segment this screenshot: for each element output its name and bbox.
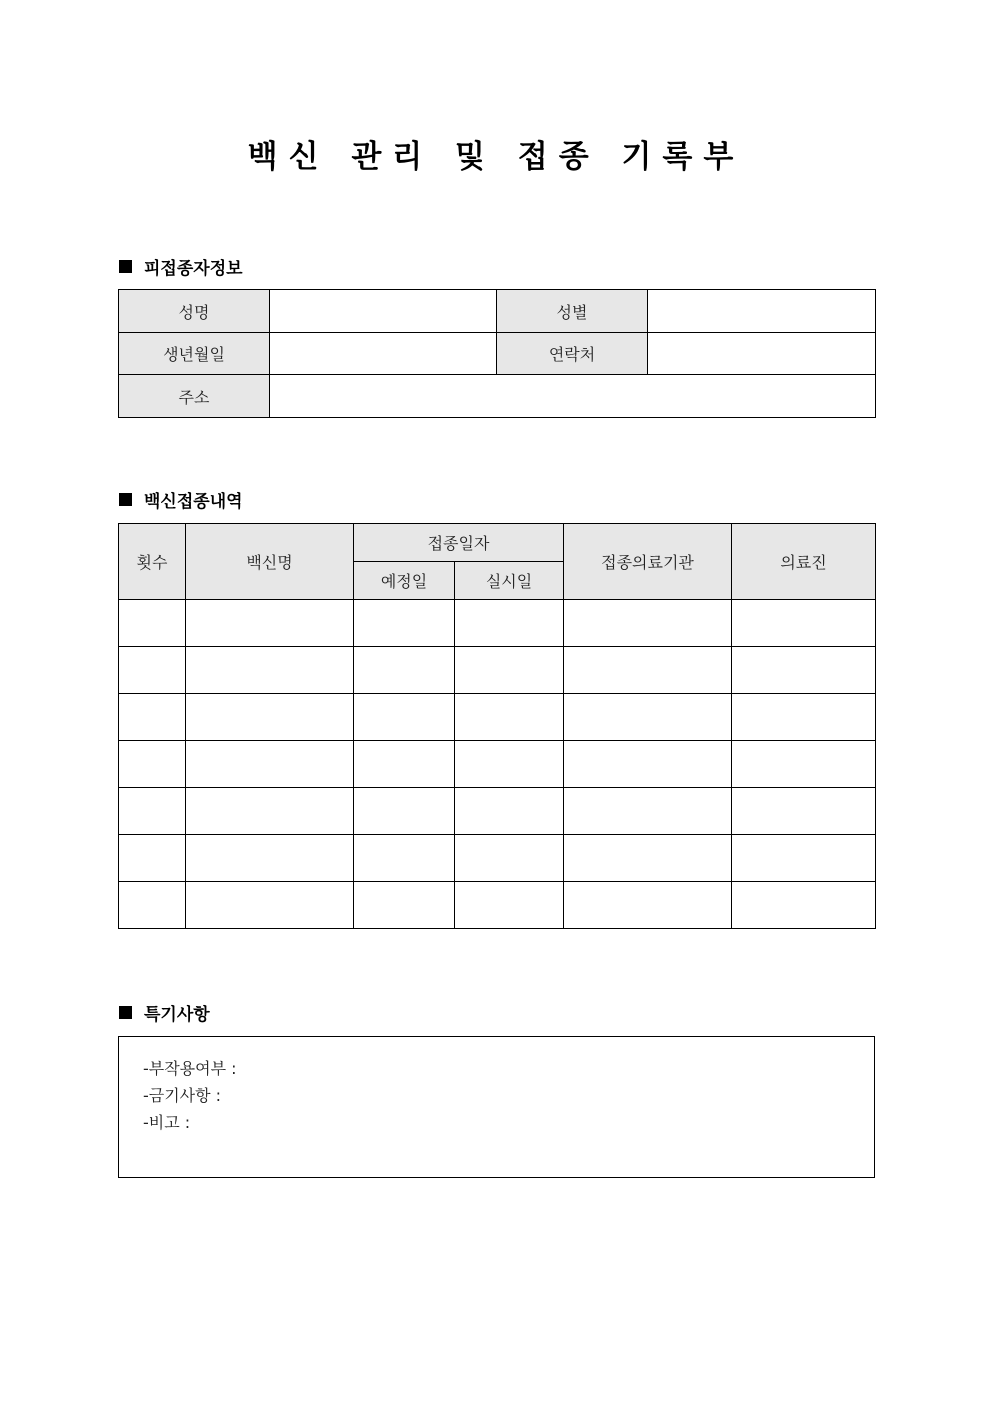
- contact-field[interactable]: [648, 333, 876, 375]
- staff-cell[interactable]: [732, 835, 876, 882]
- vaccine-name-cell[interactable]: [186, 741, 354, 788]
- staff-cell[interactable]: [732, 694, 876, 741]
- actual-date-cell[interactable]: [455, 741, 564, 788]
- square-bullet-icon: [119, 260, 132, 273]
- vaccine-history-table: [118, 523, 876, 929]
- institution-header: 접종의료기관: [564, 524, 732, 600]
- count-header: 횟수: [119, 524, 186, 600]
- count-cell[interactable]: [119, 882, 186, 929]
- birth-label: 생년월일: [119, 333, 270, 375]
- staff-cell[interactable]: [732, 882, 876, 929]
- name-label: 성명: [119, 290, 270, 333]
- vaccine-name-header: 백신명: [186, 524, 354, 600]
- actual-date-cell[interactable]: [455, 882, 564, 929]
- table-row: [119, 882, 876, 929]
- scheduled-date-cell[interactable]: [354, 882, 455, 929]
- notes-line: -비고 :: [143, 1113, 191, 1132]
- side-effects-line: -부작용여부 :: [143, 1059, 237, 1078]
- count-cell[interactable]: [119, 647, 186, 694]
- remarks-section-title: 특기사항: [144, 1005, 210, 1025]
- table-row: [119, 835, 876, 882]
- table-row: [119, 788, 876, 835]
- institution-cell[interactable]: [564, 694, 732, 741]
- vaccine-name-cell[interactable]: [186, 835, 354, 882]
- institution-cell[interactable]: [564, 647, 732, 694]
- staff-cell[interactable]: [732, 788, 876, 835]
- date-group-header: 접종일자: [354, 524, 564, 562]
- table-row: [119, 694, 876, 741]
- person-info-table: [118, 289, 876, 418]
- table-row: [119, 647, 876, 694]
- actual-date-cell[interactable]: [455, 788, 564, 835]
- institution-cell[interactable]: [564, 835, 732, 882]
- actual-date-cell[interactable]: [455, 694, 564, 741]
- vaccine-name-cell[interactable]: [186, 600, 354, 647]
- count-cell[interactable]: [119, 694, 186, 741]
- count-cell[interactable]: [119, 788, 186, 835]
- actual-date-header: 실시일: [455, 562, 564, 600]
- contact-label: 연락처: [497, 333, 648, 375]
- staff-cell[interactable]: [732, 647, 876, 694]
- gender-label: 성별: [497, 290, 648, 333]
- count-cell[interactable]: [119, 600, 186, 647]
- person-section-title: 피접종자정보: [144, 259, 243, 279]
- name-field[interactable]: [270, 290, 497, 333]
- address-field[interactable]: [270, 375, 876, 418]
- institution-cell[interactable]: [564, 741, 732, 788]
- scheduled-date-cell[interactable]: [354, 694, 455, 741]
- count-cell[interactable]: [119, 835, 186, 882]
- address-label: 주소: [119, 375, 270, 418]
- table-row: [119, 600, 876, 647]
- institution-cell[interactable]: [564, 788, 732, 835]
- actual-date-cell[interactable]: [455, 647, 564, 694]
- gender-field[interactable]: [648, 290, 876, 333]
- square-bullet-icon: [119, 493, 132, 506]
- person-section-heading: [119, 254, 243, 279]
- scheduled-date-cell[interactable]: [354, 788, 455, 835]
- scheduled-date-header: 예정일: [354, 562, 455, 600]
- vaccine-name-cell[interactable]: [186, 882, 354, 929]
- institution-cell[interactable]: [564, 882, 732, 929]
- page-title: 백신 관리 및 접종 기록부: [247, 139, 745, 175]
- count-cell[interactable]: [119, 741, 186, 788]
- remarks-section-heading: [119, 1000, 210, 1025]
- square-bullet-icon: [119, 1006, 132, 1019]
- vaccine-name-cell[interactable]: [186, 694, 354, 741]
- vaccine-name-cell[interactable]: [186, 788, 354, 835]
- table-row: [119, 741, 876, 788]
- staff-header: 의료진: [732, 524, 876, 600]
- staff-cell[interactable]: [732, 741, 876, 788]
- remarks-box[interactable]: [118, 1036, 875, 1178]
- contraindications-line: -금기사항 :: [143, 1086, 222, 1105]
- scheduled-date-cell[interactable]: [354, 600, 455, 647]
- vaccine-section-heading: [119, 487, 243, 512]
- birth-field[interactable]: [270, 333, 497, 375]
- scheduled-date-cell[interactable]: [354, 741, 455, 788]
- vaccine-name-cell[interactable]: [186, 647, 354, 694]
- vaccine-section-title: 백신접종내역: [144, 492, 243, 512]
- institution-cell[interactable]: [564, 600, 732, 647]
- actual-date-cell[interactable]: [455, 600, 564, 647]
- actual-date-cell[interactable]: [455, 835, 564, 882]
- scheduled-date-cell[interactable]: [354, 647, 455, 694]
- scheduled-date-cell[interactable]: [354, 835, 455, 882]
- staff-cell[interactable]: [732, 600, 876, 647]
